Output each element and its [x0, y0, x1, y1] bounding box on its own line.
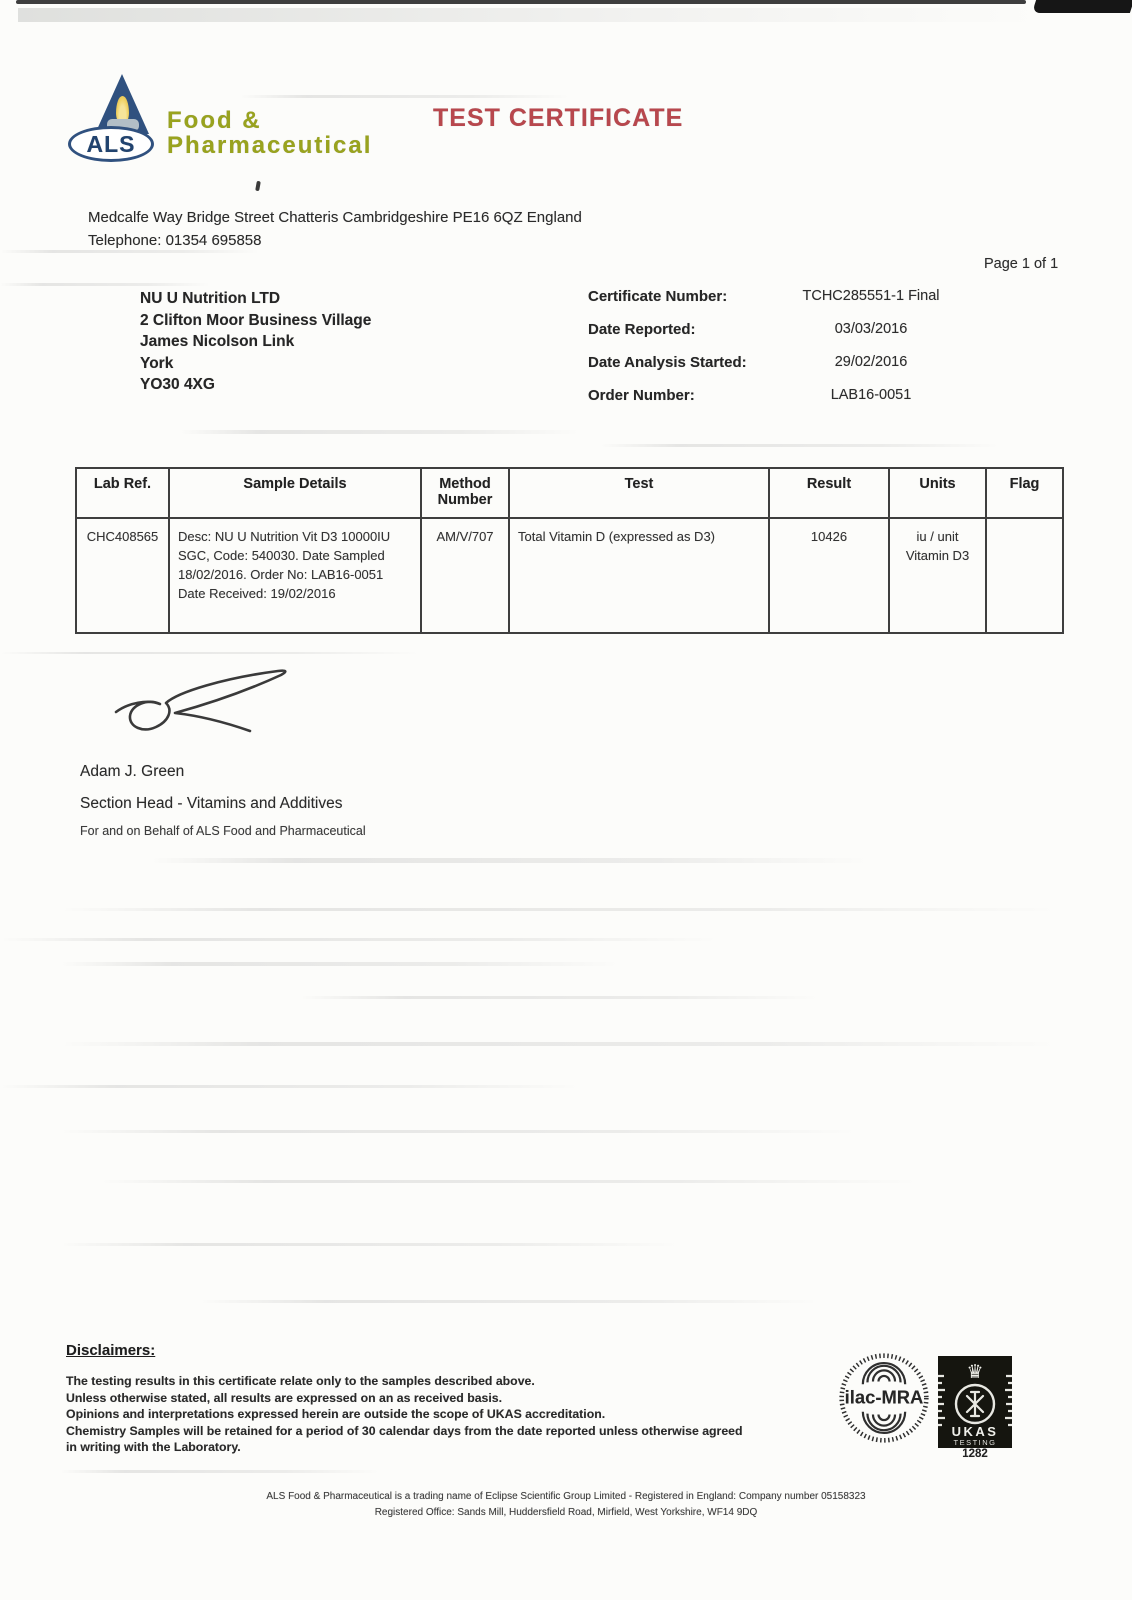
scan-streak: [60, 1042, 1060, 1046]
disclaimers-heading: Disclaimers:: [66, 1342, 156, 1359]
ilac-mra-label: ilac-MRA: [844, 1386, 924, 1408]
meta-row-date-analysis-started: [588, 354, 1008, 387]
results-table: [75, 467, 1064, 634]
scan-artifact-corner: [1032, 0, 1132, 13]
signatory-on-behalf: For and on Behalf of ALS Food and Pharmaceutical: [80, 824, 366, 838]
page-indicator: Page 1 of 1: [984, 256, 1059, 272]
als-wordmark-line2: Pharmaceutical: [167, 132, 373, 159]
scan-streak: [60, 1470, 380, 1473]
ukas-sub-label: TESTING: [953, 1438, 997, 1447]
als-wordmark-line1: Food &: [167, 107, 262, 134]
scan-artifact-haze: [18, 8, 1048, 22]
footer-line1: ALS Food & Pharmaceutical is a trading name of Eclipse Scientific Group Limited - Registered in England: Company number 05158323: [266, 1491, 866, 1502]
disclaimer-line: Opinions and interpretations expressed herein are outside the scope of UKAS accreditation.: [66, 1407, 606, 1421]
als-oval-badge: [68, 126, 154, 162]
scan-streak: [60, 1130, 860, 1133]
disclaimer-line: Chemistry Samples will be retained for a period of 30 calendar days from the date reported unless otherwise agreed in writing with the Laboratory.: [66, 1423, 743, 1454]
meta-row-order-number: [588, 387, 1008, 420]
als-oval-text: ALS: [86, 130, 136, 157]
ukas-label: UKAS: [951, 1424, 999, 1439]
meta-value: LAB16-0051: [830, 387, 912, 403]
meta-value: 03/03/2016: [834, 321, 908, 337]
scan-streak: [600, 444, 1000, 447]
cell-test: Total Vitamin D (expressed as D3): [509, 518, 769, 633]
lab-address-block: [88, 206, 582, 252]
results-header-row: [76, 468, 1063, 518]
als-logo: [68, 68, 468, 173]
certificate-meta: [588, 288, 1008, 420]
col-header-lab-ref: Lab Ref.: [76, 468, 169, 518]
cell-result: 10426: [769, 518, 889, 633]
cell-method-number: AM/V/707: [421, 518, 509, 633]
col-header-method-number: Method Number: [421, 468, 509, 518]
customer-address-line: YO30 4XG: [140, 376, 215, 393]
col-header-result: Result: [769, 468, 889, 518]
meta-row-date-reported: [588, 321, 1008, 354]
ukas-accreditation-number: 1282: [962, 1448, 988, 1460]
signatory-title: Section Head - Vitamins and Additives: [80, 795, 343, 812]
scan-streak: [150, 858, 870, 863]
meta-row-certificate-number: [588, 288, 1008, 321]
meta-label: Date Reported:: [588, 321, 696, 338]
cell-flag: [986, 518, 1063, 633]
footer-legal: [0, 1489, 1132, 1520]
disclaimer-line: The testing results in this certificate relate only to the samples described above.: [66, 1374, 535, 1388]
cell-lab-ref: CHC408565: [76, 518, 169, 633]
signatory-name: Adam J. Green: [80, 763, 185, 780]
cell-sample-details: Desc: NU U Nutrition Vit D3 10000IU SGC, Code: 540030. Date Sampled 18/02/2016. Order No: LAB16-0051 Date Received: 19/02/2016: [169, 518, 421, 633]
document-title: TEST CERTIFICATE: [433, 104, 684, 132]
scan-streak: [300, 996, 820, 999]
crown-icon: ♛: [966, 1361, 984, 1383]
scan-streak: [0, 1085, 580, 1088]
scan-streak: [0, 652, 420, 654]
customer-address-line: James Nicolson Link: [140, 333, 295, 350]
table-row: [76, 518, 1063, 633]
ilac-mra-logo-icon: [838, 1352, 930, 1444]
scan-streak: [60, 1243, 680, 1246]
scan-streak: [200, 1300, 820, 1303]
meta-value: 29/02/2016: [834, 354, 908, 370]
footer-line2: Registered Office: Sands Mill, Huddersfield Road, Mirfield, West Yorkshire, WF14 9DQ: [374, 1506, 758, 1518]
scan-artifact-top-line: [16, 0, 1026, 4]
customer-address-line: York: [140, 354, 174, 372]
col-header-test: Test: [509, 468, 769, 518]
disclaimers-section: [66, 1342, 766, 1456]
als-wordmark: [167, 108, 372, 158]
col-header-units: Units: [889, 468, 986, 518]
lab-address-line: Medcalfe Way Bridge Street Chatteris Cambridgeshire PE16 6QZ England: [88, 209, 582, 226]
customer-address-block: [140, 288, 371, 396]
col-header-flag: Flag: [986, 468, 1063, 518]
scan-streak: [60, 962, 620, 966]
scan-artifact-mark: [255, 181, 261, 192]
customer-address-line: 2 Clifton Moor Business Village: [140, 311, 372, 329]
cell-units: iu / unit Vitamin D3: [889, 518, 986, 633]
meta-value: TCHC285551-1 Final: [802, 288, 940, 304]
disclaimer-line: Unless otherwise stated, all results are expressed on an as received basis.: [66, 1390, 503, 1405]
signature-scribble: [112, 668, 347, 750]
meta-label: Certificate Number:: [588, 288, 728, 305]
meta-label: Date Analysis Started:: [588, 354, 747, 371]
scan-streak: [0, 283, 210, 286]
col-header-sample-details: Sample Details: [169, 468, 421, 518]
scan-streak: [180, 430, 580, 434]
scan-streak: [100, 1180, 920, 1183]
scan-streak: [0, 938, 720, 941]
scan-streak: [60, 908, 1060, 911]
customer-name: NU U Nutrition LTD: [140, 290, 281, 307]
meta-label: Order Number:: [588, 387, 695, 404]
ukas-testing-logo-icon: [938, 1356, 1012, 1448]
lab-telephone: Telephone: 01354 695858: [88, 232, 262, 249]
